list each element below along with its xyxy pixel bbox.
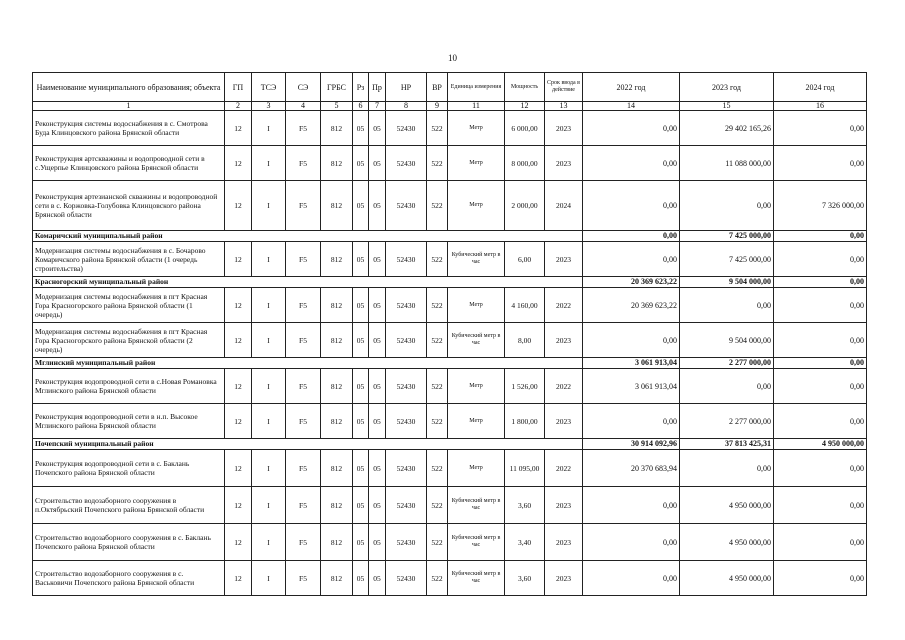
object-name: Реконструкция артезианской скважины и водопроводной сети в с. Коржовка-Голубовка Клинцовского района Брянской области xyxy=(33,181,225,231)
table-row xyxy=(33,242,867,277)
cell-pr: 05 xyxy=(369,561,386,596)
table-row xyxy=(33,288,867,323)
cell-2022: 20 369 623,22 xyxy=(583,288,680,323)
cell-gp: 12 xyxy=(225,561,252,596)
cell-2024: 0,00 xyxy=(774,288,867,323)
cell-tse: I xyxy=(252,242,286,277)
cell-nr: 52430 xyxy=(386,524,427,561)
cell-tse: I xyxy=(252,404,286,439)
cell-power: 1 526,00 xyxy=(505,369,545,404)
cell-2023: 2 277 000,00 xyxy=(680,358,774,369)
table-row xyxy=(33,323,867,358)
header-tse: ТСЭ xyxy=(252,73,286,102)
table-row xyxy=(33,111,867,146)
cell-gp: 12 xyxy=(225,242,252,277)
header-name: Наименование муниципального образования; объекта xyxy=(33,73,225,102)
cell-2023: 11 088 000,00 xyxy=(680,146,774,181)
cell-rz: 05 xyxy=(353,288,369,323)
cell-gp: 12 xyxy=(225,288,252,323)
cell-nr: 52430 xyxy=(386,369,427,404)
cell-rz: 05 xyxy=(353,404,369,439)
cell-term: 2023 xyxy=(545,323,583,358)
col-index: 9 xyxy=(427,102,448,111)
cell-se: F5 xyxy=(286,288,321,323)
cell-2024: 0,00 xyxy=(774,358,867,369)
table-row xyxy=(33,487,867,524)
col-index: 15 xyxy=(680,102,774,111)
cell-2024: 4 950 000,00 xyxy=(774,439,867,450)
object-name: Модернизация системы водоснабжения в пгт Красная Гора Красногорского района Брянской области (1 очередь) xyxy=(33,288,225,323)
cell-tse: I xyxy=(252,146,286,181)
cell-power: 8,00 xyxy=(505,323,545,358)
cell-2023: 0,00 xyxy=(680,288,774,323)
cell-2024: 0,00 xyxy=(774,561,867,596)
cell-unit: Кубический метр в час xyxy=(448,323,505,358)
col-index: 16 xyxy=(774,102,867,111)
table-row xyxy=(33,404,867,439)
cell-2022: 0,00 xyxy=(583,242,680,277)
cell-unit: Кубический метр в час xyxy=(448,487,505,524)
header-term: Срок ввода в действие xyxy=(545,73,583,102)
cell-rz: 05 xyxy=(353,450,369,487)
cell-vr: 522 xyxy=(427,146,448,181)
cell-term: 2023 xyxy=(545,242,583,277)
col-index: 4 xyxy=(286,102,321,111)
object-name: Реконструкция водопроводной сети в н.п. Высокое Мглинского района Брянской области xyxy=(33,404,225,439)
cell-2024: 0,00 xyxy=(774,487,867,524)
cell-2023: 2 277 000,00 xyxy=(680,404,774,439)
object-name: Реконструкция системы водоснабжения в с. Смотрова Буда Клинцовского района Брянской области xyxy=(33,111,225,146)
cell-2024: 0,00 xyxy=(774,450,867,487)
header-gp: ГП xyxy=(225,73,252,102)
cell-grbs: 812 xyxy=(321,487,353,524)
cell-2024: 0,00 xyxy=(774,231,867,242)
header-2024: 2024 год xyxy=(774,73,867,102)
cell-gp: 12 xyxy=(225,323,252,358)
header-grbs: ГРБС xyxy=(321,73,353,102)
cell-gp: 12 xyxy=(225,404,252,439)
cell-2022: 3 061 913,04 xyxy=(583,358,680,369)
cell-vr: 522 xyxy=(427,242,448,277)
cell-nr: 52430 xyxy=(386,561,427,596)
table-row xyxy=(33,561,867,596)
cell-se: F5 xyxy=(286,242,321,277)
object-name: Модернизация системы водоснабжения в с. Бочарово Комаричского района Брянской области (1 очередь строительства) xyxy=(33,242,225,277)
cell-pr: 05 xyxy=(369,146,386,181)
header-2022: 2022 год xyxy=(583,73,680,102)
cell-2024: 0,00 xyxy=(774,524,867,561)
header-unit: Единица измерения xyxy=(448,73,505,102)
cell-2023: 7 425 000,00 xyxy=(680,231,774,242)
col-index: 14 xyxy=(583,102,680,111)
cell-term: 2024 xyxy=(545,181,583,231)
object-name: Модернизация системы водоснабжения в пгт Красная Гора Красногорского района Брянской области (2 очередь) xyxy=(33,323,225,358)
cell-unit: Метр xyxy=(448,181,505,231)
cell-nr: 52430 xyxy=(386,181,427,231)
cell-power: 6 000,00 xyxy=(505,111,545,146)
cell-tse: I xyxy=(252,181,286,231)
cell-grbs: 812 xyxy=(321,181,353,231)
cell-nr: 52430 xyxy=(386,288,427,323)
cell-rz: 05 xyxy=(353,111,369,146)
budget-table xyxy=(32,72,867,596)
district-row xyxy=(33,439,867,450)
cell-se: F5 xyxy=(286,561,321,596)
cell-term: 2023 xyxy=(545,111,583,146)
cell-power: 11 095,00 xyxy=(505,450,545,487)
cell-power: 3,60 xyxy=(505,487,545,524)
district-name: Комаричский муниципальный район xyxy=(33,231,583,242)
object-name: Строительство водозаборного сооружения в с. Васьковичи Почепского района Брянской области xyxy=(33,561,225,596)
cell-power: 4 160,00 xyxy=(505,288,545,323)
cell-power: 3,60 xyxy=(505,561,545,596)
cell-unit: Кубический метр в час xyxy=(448,242,505,277)
cell-vr: 522 xyxy=(427,369,448,404)
cell-term: 2023 xyxy=(545,404,583,439)
table-row xyxy=(33,524,867,561)
column-index-row xyxy=(33,102,867,111)
cell-2023: 0,00 xyxy=(680,369,774,404)
cell-vr: 522 xyxy=(427,450,448,487)
cell-vr: 522 xyxy=(427,288,448,323)
cell-2023: 9 504 000,00 xyxy=(680,323,774,358)
object-name: Реконструкция водопроводной сети в с.Новая Романовка Мглинского района Брянской области xyxy=(33,369,225,404)
col-index: 6 xyxy=(353,102,369,111)
cell-gp: 12 xyxy=(225,111,252,146)
cell-pr: 05 xyxy=(369,288,386,323)
cell-nr: 52430 xyxy=(386,111,427,146)
table-row xyxy=(33,146,867,181)
col-index: 7 xyxy=(369,102,386,111)
district-name: Мглинский муниципальный район xyxy=(33,358,583,369)
header-nr: НР xyxy=(386,73,427,102)
district-name: Красногорский муниципальный район xyxy=(33,277,583,288)
cell-nr: 52430 xyxy=(386,242,427,277)
cell-se: F5 xyxy=(286,450,321,487)
header-2023: 2023 год xyxy=(680,73,774,102)
cell-power: 8 000,00 xyxy=(505,146,545,181)
cell-nr: 52430 xyxy=(386,404,427,439)
cell-term: 2023 xyxy=(545,524,583,561)
col-index: 8 xyxy=(386,102,427,111)
cell-vr: 522 xyxy=(427,181,448,231)
cell-pr: 05 xyxy=(369,524,386,561)
cell-power: 1 800,00 xyxy=(505,404,545,439)
header-pr: Пр xyxy=(369,73,386,102)
cell-tse: I xyxy=(252,561,286,596)
cell-2023: 29 402 165,26 xyxy=(680,111,774,146)
cell-grbs: 812 xyxy=(321,561,353,596)
cell-nr: 52430 xyxy=(386,487,427,524)
district-row xyxy=(33,358,867,369)
cell-grbs: 812 xyxy=(321,404,353,439)
cell-power: 6,00 xyxy=(505,242,545,277)
cell-rz: 05 xyxy=(353,524,369,561)
cell-2022: 0,00 xyxy=(583,404,680,439)
cell-grbs: 812 xyxy=(321,450,353,487)
cell-pr: 05 xyxy=(369,111,386,146)
cell-unit: Кубический метр в час xyxy=(448,561,505,596)
cell-tse: I xyxy=(252,323,286,358)
cell-gp: 12 xyxy=(225,369,252,404)
header-se: СЭ xyxy=(286,73,321,102)
cell-term: 2022 xyxy=(545,288,583,323)
cell-se: F5 xyxy=(286,369,321,404)
cell-se: F5 xyxy=(286,487,321,524)
cell-rz: 05 xyxy=(353,369,369,404)
cell-grbs: 812 xyxy=(321,524,353,561)
cell-vr: 522 xyxy=(427,524,448,561)
table-row xyxy=(33,450,867,487)
object-name: Строительство водозаборного сооружения в п.Октябрьский Почепского района Брянской области xyxy=(33,487,225,524)
col-index: 13 xyxy=(545,102,583,111)
cell-se: F5 xyxy=(286,524,321,561)
header-vr: ВР xyxy=(427,73,448,102)
cell-pr: 05 xyxy=(369,369,386,404)
district-row xyxy=(33,231,867,242)
cell-rz: 05 xyxy=(353,242,369,277)
cell-rz: 05 xyxy=(353,561,369,596)
cell-2024: 0,00 xyxy=(774,146,867,181)
cell-grbs: 812 xyxy=(321,369,353,404)
page-number: 10 xyxy=(448,53,457,63)
cell-2024: 7 326 000,00 xyxy=(774,181,867,231)
table-row xyxy=(33,181,867,231)
cell-2023: 4 950 000,00 xyxy=(680,487,774,524)
cell-grbs: 812 xyxy=(321,111,353,146)
object-name: Реконструкция артскважины и водопроводной сети в с.Ущерпье Клинцовского района Брянской области xyxy=(33,146,225,181)
cell-2024: 0,00 xyxy=(774,404,867,439)
cell-grbs: 812 xyxy=(321,288,353,323)
cell-2022: 0,00 xyxy=(583,524,680,561)
cell-tse: I xyxy=(252,524,286,561)
cell-term: 2022 xyxy=(545,369,583,404)
header-row xyxy=(33,73,867,102)
cell-gp: 12 xyxy=(225,487,252,524)
cell-tse: I xyxy=(252,487,286,524)
cell-2022: 0,00 xyxy=(583,323,680,358)
object-name: Реконструкция водопроводной сети в с. Баклань Почепского района Брянской области xyxy=(33,450,225,487)
cell-2023: 0,00 xyxy=(680,450,774,487)
cell-term: 2023 xyxy=(545,561,583,596)
table-body xyxy=(33,111,867,596)
cell-pr: 05 xyxy=(369,181,386,231)
cell-2022: 0,00 xyxy=(583,561,680,596)
col-index: 3 xyxy=(252,102,286,111)
cell-2022: 3 061 913,04 xyxy=(583,369,680,404)
cell-2024: 0,00 xyxy=(774,323,867,358)
cell-term: 2023 xyxy=(545,146,583,181)
cell-vr: 522 xyxy=(427,404,448,439)
cell-unit: Кубический метр в час xyxy=(448,524,505,561)
object-name: Строительство водозаборного сооружения в с. Баклань Почепского района Брянской области xyxy=(33,524,225,561)
cell-unit: Метр xyxy=(448,404,505,439)
cell-grbs: 812 xyxy=(321,146,353,181)
cell-tse: I xyxy=(252,450,286,487)
cell-2023: 37 813 425,31 xyxy=(680,439,774,450)
col-index: 5 xyxy=(321,102,353,111)
cell-se: F5 xyxy=(286,323,321,358)
cell-tse: I xyxy=(252,288,286,323)
cell-pr: 05 xyxy=(369,404,386,439)
cell-2024: 0,00 xyxy=(774,111,867,146)
cell-term: 2023 xyxy=(545,487,583,524)
cell-2022: 0,00 xyxy=(583,111,680,146)
cell-gp: 12 xyxy=(225,181,252,231)
cell-pr: 05 xyxy=(369,450,386,487)
cell-unit: Метр xyxy=(448,369,505,404)
cell-unit: Метр xyxy=(448,288,505,323)
cell-grbs: 812 xyxy=(321,323,353,358)
cell-unit: Метр xyxy=(448,111,505,146)
cell-2024: 0,00 xyxy=(774,369,867,404)
header-rz: Рз xyxy=(353,73,369,102)
col-index: 11 xyxy=(448,102,505,111)
cell-power: 2 000,00 xyxy=(505,181,545,231)
cell-nr: 52430 xyxy=(386,450,427,487)
cell-vr: 522 xyxy=(427,487,448,524)
header-power: Мощность xyxy=(505,73,545,102)
cell-nr: 52430 xyxy=(386,323,427,358)
cell-gp: 12 xyxy=(225,146,252,181)
col-index: 1 xyxy=(33,102,225,111)
district-row xyxy=(33,277,867,288)
cell-rz: 05 xyxy=(353,487,369,524)
cell-2022: 20 369 623,22 xyxy=(583,277,680,288)
col-index: 12 xyxy=(505,102,545,111)
cell-2024: 0,00 xyxy=(774,277,867,288)
cell-2022: 0,00 xyxy=(583,146,680,181)
cell-rz: 05 xyxy=(353,146,369,181)
cell-2022: 30 914 092,96 xyxy=(583,439,680,450)
cell-2023: 4 950 000,00 xyxy=(680,561,774,596)
cell-2022: 0,00 xyxy=(583,181,680,231)
cell-tse: I xyxy=(252,369,286,404)
cell-2023: 9 504 000,00 xyxy=(680,277,774,288)
cell-se: F5 xyxy=(286,181,321,231)
cell-vr: 522 xyxy=(427,323,448,358)
cell-se: F5 xyxy=(286,404,321,439)
cell-gp: 12 xyxy=(225,524,252,561)
cell-2023: 4 950 000,00 xyxy=(680,524,774,561)
cell-unit: Метр xyxy=(448,450,505,487)
cell-2023: 7 425 000,00 xyxy=(680,242,774,277)
cell-grbs: 812 xyxy=(321,242,353,277)
cell-se: F5 xyxy=(286,146,321,181)
cell-pr: 05 xyxy=(369,242,386,277)
cell-gp: 12 xyxy=(225,450,252,487)
col-index: 2 xyxy=(225,102,252,111)
cell-vr: 522 xyxy=(427,111,448,146)
cell-2023: 0,00 xyxy=(680,181,774,231)
cell-term: 2022 xyxy=(545,450,583,487)
cell-se: F5 xyxy=(286,111,321,146)
cell-unit: Метр xyxy=(448,146,505,181)
cell-power: 3,40 xyxy=(505,524,545,561)
cell-vr: 522 xyxy=(427,561,448,596)
cell-2022: 20 370 683,94 xyxy=(583,450,680,487)
cell-pr: 05 xyxy=(369,323,386,358)
cell-2024: 0,00 xyxy=(774,242,867,277)
cell-rz: 05 xyxy=(353,181,369,231)
table-row xyxy=(33,369,867,404)
district-name: Почепский муниципальный район xyxy=(33,439,583,450)
cell-rz: 05 xyxy=(353,323,369,358)
cell-nr: 52430 xyxy=(386,146,427,181)
cell-2022: 0,00 xyxy=(583,487,680,524)
cell-2022: 0,00 xyxy=(583,231,680,242)
cell-tse: I xyxy=(252,111,286,146)
cell-pr: 05 xyxy=(369,487,386,524)
